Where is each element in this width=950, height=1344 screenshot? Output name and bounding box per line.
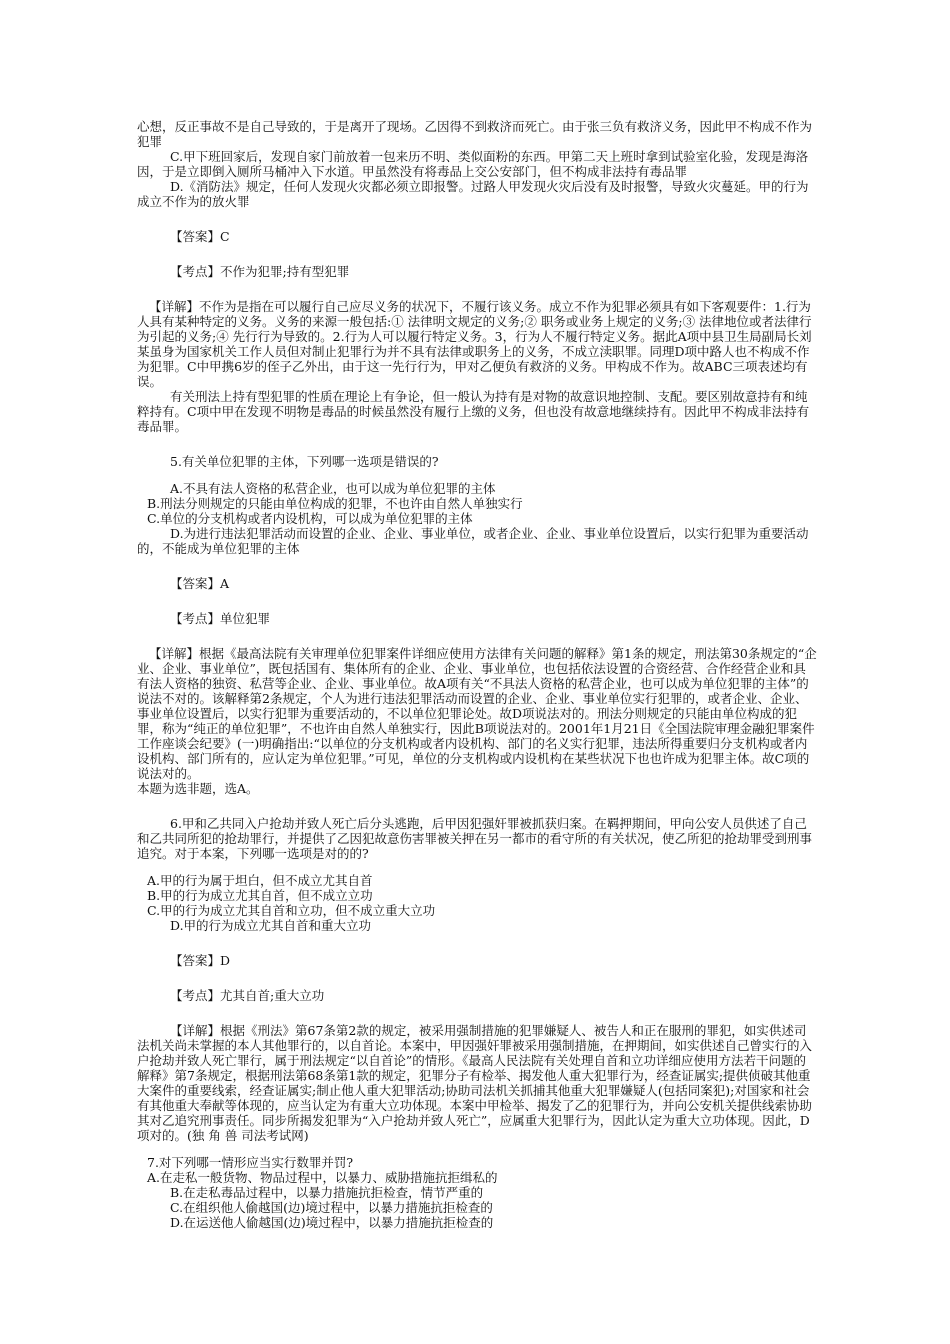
q6-option-d: D.甲的行为成立尤其自首和重大立功 — [170, 918, 372, 933]
q7-question: 7.对下列哪一情形应当实行数罪并罚? — [147, 1155, 354, 1170]
q7-option-d: D.在运送他人偷越国(边)境过程中，以暴力措施抗拒检查的 — [170, 1215, 494, 1230]
q5-explanation: 【详解】根据《最高法院有关审理单位犯罪案件详细应使用方法律有关问题的解释》第1条的规定，刑法第30条规定的“企业、企业、事业单位”，既包括国有、集体所有的企业、企业、事业单位，也包括依法设置的合资经营、合作经营企业和具有法人资格的独资、私营等企业、企业、事业单位。故A项有关“不具法人资格的私营企业，也可以成为单位犯罪的主体”的说法不对的。该解释第2条规定，个人为进行违法犯罪活动而设置的企业、企业、事业单位实行犯罪的，或者企业、企业、事业单位设置后，以实行犯罪为重要活动的，不以单位犯罪论处。故D项说法对的。刑法分则规定的只能由单位构成的犯罪，称为“纯正的单位犯罪”，不也许由自然人单独实行，因此B项说法对的。2001年1月21日《全国法院审理金融犯罪案件工作座谈会纪要》(一)明确指出:“以单位的分支机构或者内设机构、部门的名义实行犯罪，违法所得重要归分支机构或者内设机构、部门所有的，应认定为单位犯罪。”可见，单位的分支机构或内设机构在某些状况下也也许成为犯罪主体。故C项的说法对的。 — [137, 646, 817, 781]
q5-conclusion: 本题为选非题，选A。 — [137, 781, 259, 796]
q6-explanation: 【详解】根据《刑法》第67条第2款的规定，被采用强制措施的犯罪嫌疑人、被告人和正在服刑的罪犯，如实供述司法机关尚未掌握的本人其他罪行的，以自首论。本案中，甲因强奸罪被采用强制措施，在押期间，如实供述自己曾实行的入户抢劫并致人死亡罪行，属于刑法规定“以自首论”的情形。《最高人民法院有关处理自首和立功详细应使用方法若干问题的解释》第7条规定，根据刑法第68条第1款的规定，犯罪分子有检举、揭发他人重大犯罪行为，经查证属实;提供侦破其他重大案件的重要线索，经查证属实;制止他人重大犯罪活动;协助司法机关抓捕其他重大犯罪嫌疑人(包括同案犯);对国家和社会有其他重大奉献等体现的，应当认定为有重大立功体现。本案中甲检举、揭发了乙的犯罪行为，并向公安机关提供线索协助其对乙追究刑事责任。同步所揭发犯罪为“入户抢劫并致人死亡”，应属重大犯罪行为，因此认定为重大立功体现。因此，D项对的。(独 角 兽 司法考试网) — [137, 1023, 813, 1143]
q5-question: 5.有关单位犯罪的主体，下列哪一选项是错误的? — [170, 454, 439, 469]
q6-option-b: B.甲的行为成立尤其自首，但不成立立功 — [147, 888, 373, 903]
q7-option-a: A.在走私一般货物、物品过程中，以暴力、威胁措施抗拒缉私的 — [147, 1170, 498, 1185]
q4-option-d: D.《消防法》规定，任何人发现火灾都必须立即报警。过路人甲发现火灾后没有及时报警，导致火灾蔓延。甲的行为成立不作为的放火罪 — [137, 179, 809, 209]
document-page — [137, 119, 817, 1230]
q4-exam-point: 【考点】不作为犯罪;持有型犯罪 — [170, 264, 350, 279]
q5-option-c: C.单位的分支机构或者内设机构，可以成为单位犯罪的主体 — [147, 511, 473, 526]
q6-option-a: A.甲的行为属于坦白，但不成立尤其自首 — [147, 873, 373, 888]
q5-answer: 【答案】A — [170, 576, 230, 591]
q7-option-b: B.在走私毒品过程中，以暴力措施抗拒检查，情节严重的 — [170, 1185, 484, 1200]
q5-option-b: B.刑法分则规定的只能由单位构成的犯罪，不也许由自然人单独实行 — [147, 496, 523, 511]
q6-option-c: C.甲的行为成立尤其自首和立功，但不成立重大立功 — [147, 903, 436, 918]
q5-exam-point: 【考点】单位犯罪 — [170, 611, 271, 626]
q6-answer: 【答案】D — [170, 953, 231, 968]
q4-answer: 【答案】C — [170, 229, 230, 244]
q7-option-c: C.在组织他人偷越国(边)境过程中，以暴力措施抗拒检查的 — [170, 1200, 493, 1215]
q6-exam-point: 【考点】尤其自首;重大立功 — [170, 988, 325, 1003]
q4-option-b-continued: 心想，反正事故不是自己导致的，于是离开了现场。乙因得不到救济而死亡。由于张三负有救济义务，因此甲不构成不作为犯罪 — [137, 119, 813, 149]
q4-explanation: 【详解】不作为是指在可以履行自己应尽义务的状况下，不履行该义务。成立不作为犯罪必须具有如下客观要件：1.行为人具有某种特定的义务。义务的来源一般包括:① 法律明文规定的义务;② 职务或业务上规定的义务;③ 法律地位或者法律行为引起的义务;④ 先行行为导致的。2.行为人可以履行特定义务。3，行为人不履行特定义务。据此A项中县卫生局副局长刘某虽身为国家机关工作人员但对制止犯罪行为并不具有法律或职务上的义务，不成立渎职罪。同理D项中路人也不构成不作为犯罪。C中甲携6岁的侄子乙外出，由于这一先行行为，甲对乙便负有救济的义务。甲构成不作为。故ABC三项表述均有误。 — [137, 299, 812, 389]
q4-explanation-2: 有关刑法上持有型犯罪的性质在理论上有争论，但一般认为持有是对物的故意识地控制、支配。要区别故意持有和纯粹持有。C项中甲在发现不明物是毒品的时候虽然没有履行上缴的义务，但也没有故意地继续持有。因此甲不构成非法持有毒品罪。 — [137, 389, 810, 434]
q5-option-a: A.不具有法人资格的私营企业，也可以成为单位犯罪的主体 — [170, 481, 496, 496]
q6-question: 6.甲和乙共同入户抢劫并致人死亡后分头逃跑，后甲因犯强奸罪被抓获归案。在羁押期间，甲向公安人员供述了自己和乙共同所犯的抢劫罪行，并提供了乙因犯故意伤害罪被关押在另一都市的看守所的有关状况，使乙所犯的抢劫罪受到刑事追究。对于本案，下列哪一选项是对的的? — [137, 816, 813, 861]
q4-option-c: C.甲下班回家后，发现自家门前放着一包来历不明、类似面粉的东西。甲第二天上班时拿到试验室化验，发现是海洛因，于是立即倒入厕所马桶冲入下水道。甲虽然没有将毒品上交公安部门，但不构成非法持有毒品罪 — [137, 149, 809, 179]
q5-option-d: D.为进行违法犯罪活动而设置的企业、企业、事业单位，或者企业、企业、事业单位设置后，以实行犯罪为重要活动的，不能成为单位犯罪的主体 — [137, 526, 809, 556]
